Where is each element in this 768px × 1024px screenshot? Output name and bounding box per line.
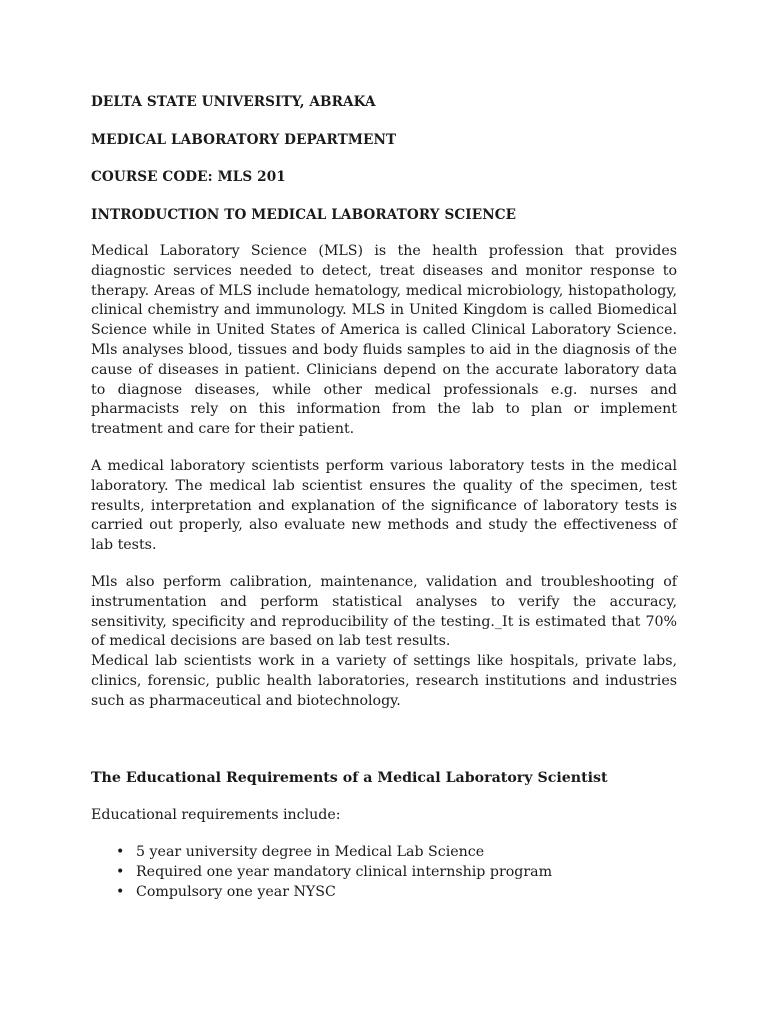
- list-item-text: 5 year university degree in Medical Lab Science: [136, 844, 485, 861]
- department-heading: MEDICAL LABORATORY DEPARTMENT: [91, 131, 397, 148]
- list-item: [116, 842, 677, 862]
- section-spacer: [91, 712, 677, 768]
- list-item-text: Required one year mandatory clinical internship program: [136, 864, 553, 881]
- list-item-text: Compulsory one year NYSC: [136, 884, 336, 901]
- education-requirements-list: [91, 842, 677, 902]
- paragraph-scientist-role: A medical laboratory scientists perform various laboratory tests in the medical laboratory. The medical lab scientist ensures the quality of the specimen, test results, interpretation and explanation of the significance of laboratory tests is carried out properly, also evaluate new methods and study the effectiveness of lab tests.: [91, 457, 677, 554]
- paragraph-work-settings: Medical lab scientists work in a variety of settings like hospitals, private labs, clinics, forensic, public health laboratories, research institutions and industries such as pharmaceutical and biotechnology.: [91, 653, 677, 709]
- list-item: [116, 862, 677, 882]
- course-code-heading: COURSE CODE: MLS 201: [91, 169, 286, 185]
- education-intro: Educational requirements include:: [91, 806, 341, 823]
- list-item: [116, 882, 677, 902]
- university-heading: DELTA STATE UNIVERSITY, ABRAKA: [91, 94, 376, 110]
- course-title-heading: INTRODUCTION TO MEDICAL LABORATORY SCIENCE: [91, 206, 517, 223]
- paragraph-mls-definition: Medical Laboratory Science (MLS) is the health profession that provides diagnostic services needed to detect, treat diseases and monitor response to therapy. Areas of MLS include hematology, medical microbiology, histopathology, clinical chemistry and immunology. MLS in United Kingdom is called Biomedical Science while in United States of America is called Clinical Laboratory Science. Mls analyses blood, tissues and body fluids samples to aid in the diagnosis of the cause of diseases in patient. Clinicians depend on the accurate laboratory data to diagnose diseases, while other medical professionals e.g. nurses and pharmacists rely on this information from the lab to plan or implement treatment and care for their patient.: [91, 243, 677, 438]
- bullet-icon: •: [116, 864, 125, 881]
- education-section-title: The Educational Requirements of a Medical Laboratory Scientist: [91, 769, 608, 786]
- document-page: [91, 92, 677, 902]
- bullet-icon: •: [116, 884, 125, 901]
- bullet-icon: •: [116, 844, 125, 861]
- paragraph-calibration: Mls also perform calibration, maintenance, validation and troubleshooting of instrumentation and perform statistical analyses to verify the accuracy, sensitivity, specificity and reproducibility of the testing._It is estimated that 70% of medical decisions are based on lab test results.: [91, 573, 677, 650]
